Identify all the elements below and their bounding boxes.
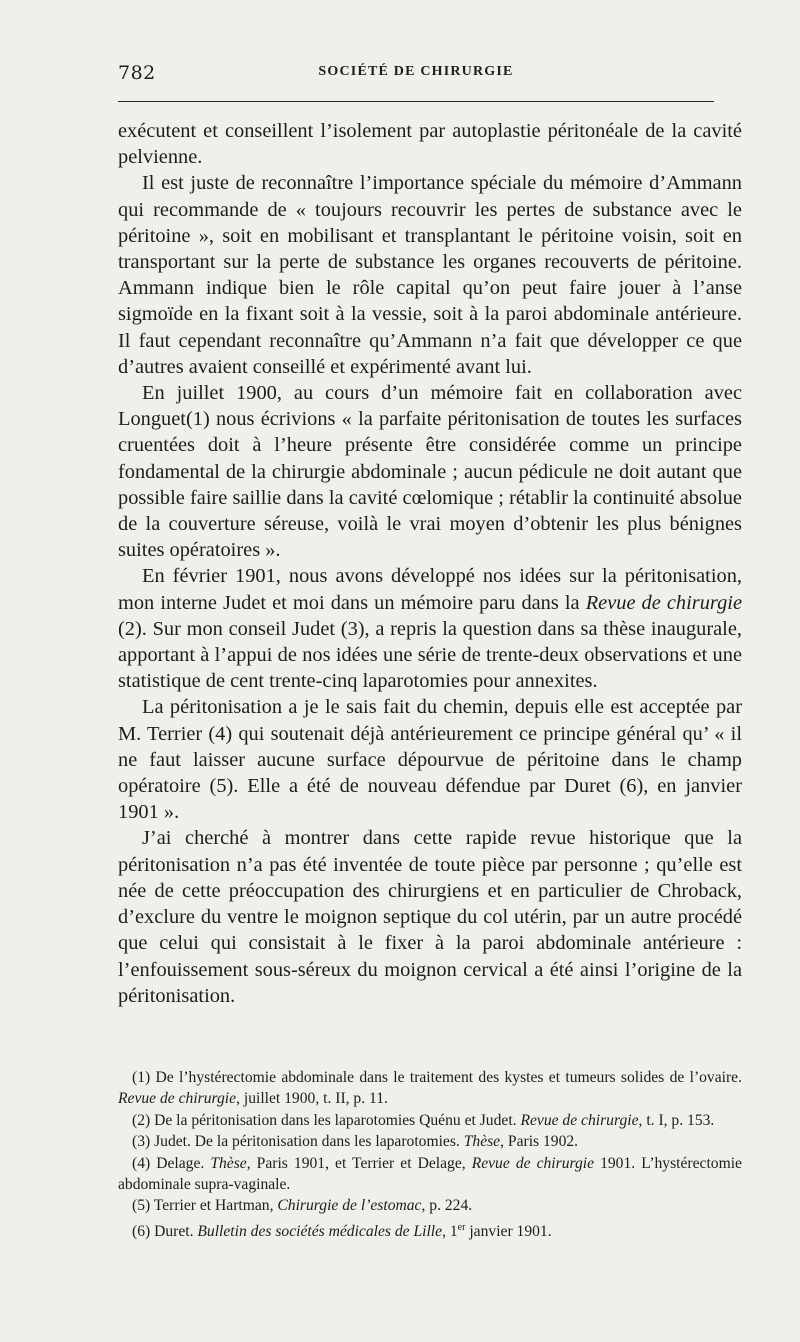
text-run: , 1 <box>442 1223 458 1241</box>
text-run: En février 1901, nous avons développé nos idées sur la péritonisation, mon interne Judet et moi dans un mémoire paru dans la <box>118 565 742 614</box>
journal-title: Revue de chirurgie <box>471 1154 595 1172</box>
footnotes <box>118 1067 742 1242</box>
text-run: , Paris 1901, et Terrier et Delage, <box>246 1154 472 1172</box>
paragraph: exécutent et conseillent l’isolement par autoplastie péritonéale de la cavité pelvienne. <box>118 120 742 169</box>
superscript: er <box>457 1221 466 1233</box>
text-run: , t. I, p. 153. <box>638 1111 715 1129</box>
text-run: 1901. L’hystérectomie abdominale supra-vaginale. <box>118 1154 742 1194</box>
journal-title: Chirurgie de l’estomac <box>277 1197 422 1215</box>
text-run: (6) Duret. <box>132 1223 198 1241</box>
text-run: (3) Judet. De la péritonisation dans les laparotomies. <box>132 1133 464 1151</box>
footnote-4 <box>118 1153 742 1196</box>
journal-title: Revue de chirurgie <box>585 591 743 614</box>
journal-title: Bulletin des sociétés médicales de Lille <box>197 1223 443 1241</box>
paragraph <box>118 563 742 694</box>
paragraph: J’ai cherché à montrer dans cette rapide revue historique que la péritonisation n’a pas été inventée de toute pièce par personne ; qu’elle est née de cette préoccupation des chirurgiens et en particulier de Chroback, d’exclure du ventre le moignon septique du col utérin, par un autre procédé que celui qui consistait à le fixer à la paroi abdominale antérieure : l’enfouissement sous-séreux du moignon cervical a été ainsi l’origine de la péritonisation. <box>118 827 742 1007</box>
footnote-5 <box>118 1195 742 1216</box>
footnote-1 <box>118 1067 742 1110</box>
footnote-6 <box>118 1217 742 1243</box>
text-run: , p. 224. <box>421 1197 473 1215</box>
footnote-2 <box>118 1110 742 1131</box>
journal-title: Revue de chirurgie <box>118 1090 237 1108</box>
paragraph: En juillet 1900, au cours d’un mémoire fait en collaboration avec Longuet(1) nous écrivions « la parfaite péritonisation de toutes les surfaces cruentées doit à l’heure présente être considérée comme un principe fondamental de la chirurgie abdominale ; aucun pédicule ne doit autant que possible faire saillie dans la cavité cœlomique ; rétablir la continuité absolue de la couverture séreuse, voilà le vrai moyen d’obtenir les plus bénignes suites opératoires ». <box>118 382 742 562</box>
page-header <box>118 60 714 88</box>
journal-title: Revue de chirurgie <box>520 1111 639 1129</box>
footnote-3 <box>118 1131 742 1152</box>
paragraph: La péritonisation a je le sais fait du chemin, depuis elle est acceptée par M. Terrier (4) qui soutenait déjà antérieurement ce principe général qu’ « il ne faut laisser aucune surface dépourvue de péritoine dans le champ opératoire (5). Elle a été de nouveau défendue par Duret (6), en janvier 1901 ». <box>118 696 742 824</box>
main-text <box>118 118 742 1009</box>
text-run: (2). Sur mon conseil Judet (3), a repris la question dans sa thèse inaugurale, apportant à l’appui de nos idées une série de trente-deux observations et une statistique de cent trente-cinq laparotomies pour annexites. <box>118 617 742 693</box>
journal-title: Thèse <box>463 1133 501 1151</box>
header-rule <box>118 101 714 102</box>
text-run: (5) Terrier et Hartman, <box>132 1197 278 1215</box>
running-title: SOCIÉTÉ DE CHIRURGIE <box>318 64 514 79</box>
text-run: , Paris 1902. <box>500 1133 579 1151</box>
text-run: (1) De l’hystérectomie abdominale dans le traitement des kystes et tumeurs solides de l’ovaire. <box>132 1069 742 1086</box>
page-number: 782 <box>118 62 156 84</box>
text-run: (4) Delage. <box>132 1154 211 1172</box>
text-run: janvier 1901. <box>465 1223 552 1241</box>
journal-title: Thèse <box>210 1154 247 1172</box>
text-run: (2) De la péritonisation dans les laparotomies Quénu et Judet. <box>132 1111 521 1129</box>
text-run: , juillet 1900, t. II, p. 11. <box>236 1090 388 1108</box>
paragraph: Il est juste de reconnaître l’importance spéciale du mémoire d’Ammann qui recommande de « toujours recouvrir les pertes de substance avec le péritoine », soit en mobilisant et transplantant le péritoine voisin, soit en transportant sur la perte de substance les organes recouverts de péritoine. Ammann indique bien le rôle capital qu’on peut faire jouer à l’anse sigmoïde en la fixant soit à la vessie, soit à la paroi abdominale antérieure. Il faut cependant reconnaître qu’Ammann n’a fait que développer ce que d’autres avaient conseillé et expérimenté avant lui. <box>118 172 742 378</box>
